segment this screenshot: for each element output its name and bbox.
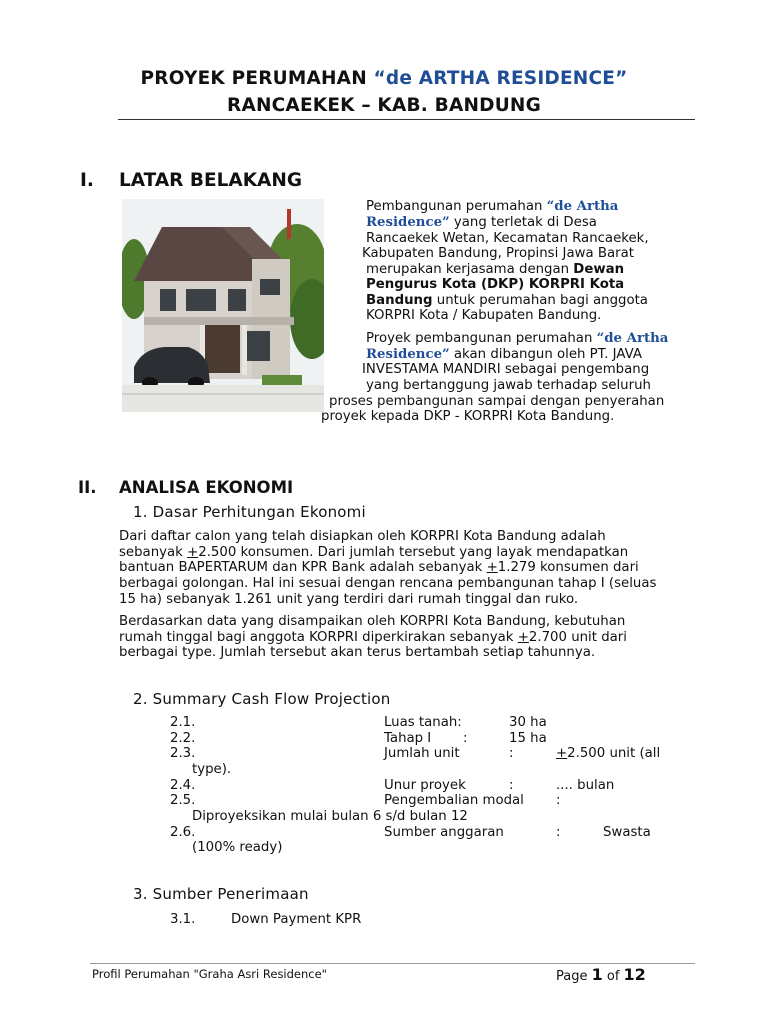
subsection-1-title: 1. Dasar Perhitungan Ekonomi bbox=[133, 503, 366, 521]
title-prefix: PROYEK PERUMAHAN bbox=[140, 68, 374, 89]
cashflow-row-value: 15 ha bbox=[509, 731, 547, 746]
cashflow-row-label: Sumber anggaran bbox=[384, 825, 504, 840]
bg-para1-line1: Pembangunan perumahan “de Artha bbox=[366, 199, 619, 214]
econ-para2-line3: berbagai type. Jumlah tersebut akan terus bertambah setiap tahunnya. bbox=[119, 645, 596, 660]
cashflow-row-num: 2.6. bbox=[170, 825, 196, 840]
bg-para2-line6: proyek kepada DKP - KORPRI Kota Bandung. bbox=[321, 409, 615, 424]
section-1-number: I. bbox=[80, 170, 94, 191]
cashflow-row-sep: : bbox=[463, 731, 468, 746]
cashflow-row-sep: : bbox=[509, 778, 514, 793]
bg-para2-line3: INVESTAMA MANDIRI sebagai pengembang bbox=[362, 362, 650, 377]
cashflow-row-value: +2.500 unit (all bbox=[556, 746, 661, 761]
title-rule bbox=[118, 119, 695, 120]
cashflow-row-label: Tahap I bbox=[384, 731, 432, 746]
project-name: “de ARTHA RESIDENCE” bbox=[373, 68, 628, 89]
cashflow-row-num: 2.4. bbox=[170, 778, 196, 793]
cashflow-row-num: 2.2. bbox=[170, 731, 196, 746]
econ-para1-line3: bantuan BAPERTARUM dan KPR Bank adalah sebanyak +1.279 konsumen dari bbox=[119, 560, 639, 575]
bg-para2-line5: proses pembangunan sampai dengan penyerahan bbox=[329, 394, 665, 409]
cashflow-row-value: 30 ha bbox=[509, 715, 547, 730]
page-total: 12 bbox=[623, 965, 646, 984]
cashflow-row-label: Pengembalian modal bbox=[384, 793, 524, 808]
cashflow-row-sep: : bbox=[509, 746, 514, 761]
bg-para1-line3: Rancaekek Wetan, Kecamatan Rancaekek, bbox=[366, 231, 649, 246]
cashflow-row-cont: type). bbox=[192, 762, 232, 777]
cashflow-row-num: 2.1. bbox=[170, 715, 196, 730]
econ-para1-line2: sebanyak +2.500 konsumen. Dari jumlah tersebut yang layak mendapatkan bbox=[119, 545, 629, 560]
cashflow-row-label: Unur proyek bbox=[384, 778, 466, 793]
econ-para1-line1: Dari daftar calon yang telah disiapkan oleh KORPRI Kota Bandung adalah bbox=[119, 529, 606, 544]
bg-para2-line1: Proyek pembangunan perumahan “de Artha bbox=[366, 331, 669, 346]
page-indicator: Page 1 of 12 bbox=[556, 965, 646, 984]
cashflow-row-num: 2.5. bbox=[170, 793, 196, 808]
econ-para2-line2: rumah tinggal bagi anggota KORPRI diperkirakan sebanyak +2.700 unit dari bbox=[119, 630, 627, 645]
income-row-label: Down Payment KPR bbox=[231, 912, 362, 927]
cashflow-row-value: Swasta bbox=[603, 825, 651, 840]
bg-para2-line2: Residence” akan dibangun oleh PT. JAVA bbox=[366, 347, 642, 362]
bg-para1-line7: Bandung untuk perumahan bagi anggota bbox=[366, 293, 648, 308]
subsection-2-title: 2. Summary Cash Flow Projection bbox=[133, 690, 391, 708]
cashflow-row-label: Jumlah unit bbox=[384, 746, 460, 761]
section-1-title: LATAR BELAKANG bbox=[119, 170, 303, 191]
bg-para1-line5: merupakan kerjasama dengan Dewan bbox=[366, 262, 625, 277]
bg-para1-line6: Pengurus Kota (DKP) KORPRI Kota bbox=[366, 277, 625, 292]
cashflow-row-value: .... bulan bbox=[556, 778, 615, 793]
cashflow-row-cont: (100% ready) bbox=[192, 840, 283, 855]
econ-para1-line5: 15 ha) sebanyak 1.261 unit yang terdiri dari rumah tinggal dan ruko. bbox=[119, 592, 579, 607]
cashflow-row-num: 2.3. bbox=[170, 746, 196, 761]
footer-rule bbox=[90, 963, 695, 964]
house-photo bbox=[122, 199, 324, 412]
econ-para2-line1: Berdasarkan data yang disampaikan oleh KORPRI Kota Bandung, kebutuhan bbox=[119, 614, 626, 629]
page-number: 1 bbox=[591, 965, 603, 984]
cashflow-row-sep: : bbox=[556, 825, 561, 840]
house-illustration bbox=[122, 199, 324, 412]
bg-para1-line4: Kabupaten Bandung, Propinsi Jawa Barat bbox=[362, 246, 634, 261]
bg-para2-line4: yang bertanggung jawab terhadap seluruh bbox=[366, 378, 651, 393]
section-2-number: II. bbox=[78, 478, 97, 497]
econ-para1-line4: berbagai golongan. Hal ini sesuai dengan rencana pembangunan tahap I (seluas bbox=[119, 576, 657, 591]
cashflow-row-sep: : bbox=[556, 793, 561, 808]
subsection-3-title: 3. Sumber Penerimaan bbox=[133, 885, 309, 903]
cashflow-row-cont: Diproyeksikan mulai bulan 6 s/d bulan 12 bbox=[192, 809, 468, 824]
footer-left: Profil Perumahan "Graha Asri Residence" bbox=[92, 967, 327, 981]
income-row-num: 3.1. bbox=[170, 912, 196, 927]
document-subtitle: RANCAEKEK – KAB. BANDUNG bbox=[227, 95, 541, 116]
bg-para1-line8: KORPRI Kota / Kabupaten Bandung. bbox=[366, 308, 602, 323]
section-2-title: ANALISA EKONOMI bbox=[119, 478, 294, 497]
cashflow-row-label: Luas tanah: bbox=[384, 715, 462, 730]
document-title bbox=[0, 68, 768, 89]
bg-para1-line2: Residence” yang terletak di Desa bbox=[366, 215, 597, 230]
